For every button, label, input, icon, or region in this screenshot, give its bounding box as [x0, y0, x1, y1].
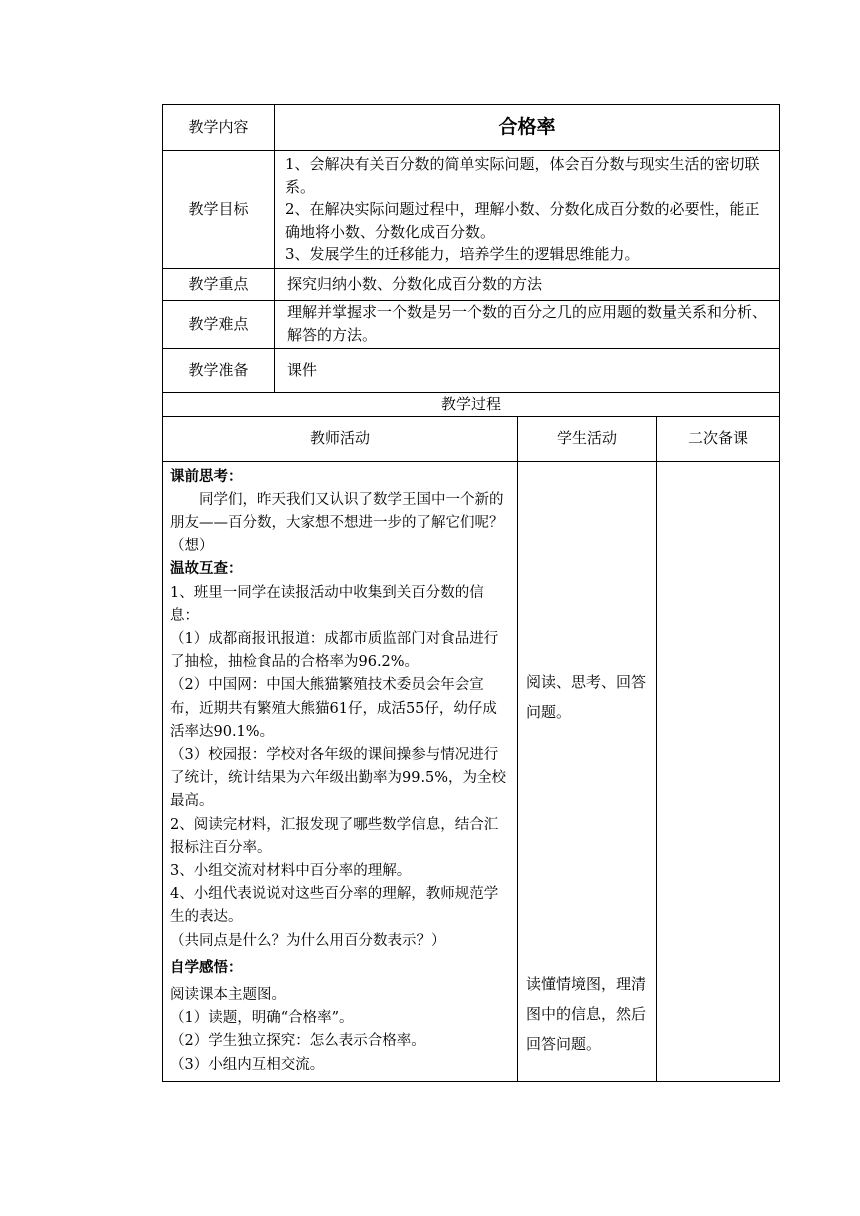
- notes-column-header: 二次备课: [657, 416, 780, 461]
- goal-item: 3、发展学生的迁移能力，培养学生的逻辑思维能力。: [285, 245, 640, 263]
- key-row: [163, 268, 780, 300]
- self-study-heading: 自学感悟：: [170, 959, 243, 976]
- column-header-row: [163, 416, 780, 461]
- goals-label: 教学目标: [163, 151, 275, 269]
- review-heading: 温故互查：: [170, 561, 243, 578]
- activity-row: [163, 461, 780, 1081]
- content-row: [163, 105, 780, 151]
- review-line: （3）校园报：学校对各年级的课间操参与情况进行了统计，统计结果为六年级出勤率为99.5%，为全校最高。: [170, 746, 507, 810]
- teacher-column-header: 教师活动: [163, 416, 518, 461]
- review-line: 2、阅读完材料，汇报发现了哪些数学信息，结合汇报标注百分率。: [170, 816, 499, 856]
- self-study-line: 阅读课本主题图。: [170, 986, 286, 1003]
- review-line: （2）中国网：中国大熊猫繁殖技术委员会年会宣布，近期共有繁殖大熊猫61仔，成活55仔，幼仔成活率达90.1%。: [170, 677, 497, 740]
- student-activity-2: 读懂情境图，理清图中的信息，然后回答问题。: [526, 974, 647, 1053]
- prep-text: 课件: [275, 348, 780, 392]
- difficulty-row: [163, 300, 780, 348]
- prep-label: 教学准备: [163, 348, 275, 392]
- key-text: 探究归纳小数、分数化成百分数的方法: [275, 268, 780, 300]
- review-line: （共同点是什么？为什么用百分数表示？）: [170, 932, 446, 949]
- process-label: 教学过程: [163, 392, 780, 416]
- goals-cell: [275, 151, 780, 269]
- difficulty-label: 教学难点: [163, 300, 275, 348]
- pre-thinking-text: 同学们，昨天我们又认识了数学王国中一个新的朋友——百分数，大家想不想进一步的了解它们呢？（想）: [170, 491, 504, 555]
- key-label: 教学重点: [163, 268, 275, 300]
- goal-item: 2、在解决实际问题过程中，理解小数、分数化成百分数的必要性，能正确地将小数、分数化成百分数。: [285, 200, 760, 241]
- student-column-header: 学生活动: [518, 416, 657, 461]
- self-study-line: （3）小组内互相交流。: [170, 1056, 325, 1073]
- goal-item: 1、会解决有关百分数的简单实际问题，体会百分数与现实生活的密切联系。: [285, 155, 760, 196]
- review-line: 1、班里一同学在读报活动中收集到关百分数的信息：: [170, 584, 484, 624]
- review-line: 3、小组交流对材料中百分率的理解。: [170, 862, 412, 879]
- difficulty-text: 理解并掌握求一个数是另一个数的百分之几的应用题的数量关系和分析、解答的方法。: [275, 300, 780, 348]
- review-line: 4、小组代表说说对这些百分率的理解，教师规范学生的表达。: [170, 886, 499, 926]
- prep-row: [163, 348, 780, 392]
- notes-cell: [657, 461, 780, 1081]
- goals-row: [163, 151, 780, 269]
- lesson-title: 合格率: [275, 105, 780, 151]
- content-label: 教学内容: [163, 105, 275, 151]
- self-study-line: （2）学生独立探究：怎么表示合格率。: [170, 1033, 426, 1050]
- lesson-plan-table: [162, 104, 780, 1082]
- student-activity-cell: [518, 461, 657, 1081]
- review-line: （1）成都商报讯报道：成都市质监部门对食品进行了抽检，抽检食品的合格率为96.2%。: [170, 630, 499, 671]
- pre-thinking-heading: 课前思考：: [170, 468, 243, 485]
- self-study-line: （1）读题，明确“合格率”。: [170, 1010, 354, 1027]
- teacher-activity-cell: [163, 461, 518, 1081]
- student-activity-1: 阅读、思考、回答问题。: [526, 672, 647, 721]
- process-row: [163, 392, 780, 416]
